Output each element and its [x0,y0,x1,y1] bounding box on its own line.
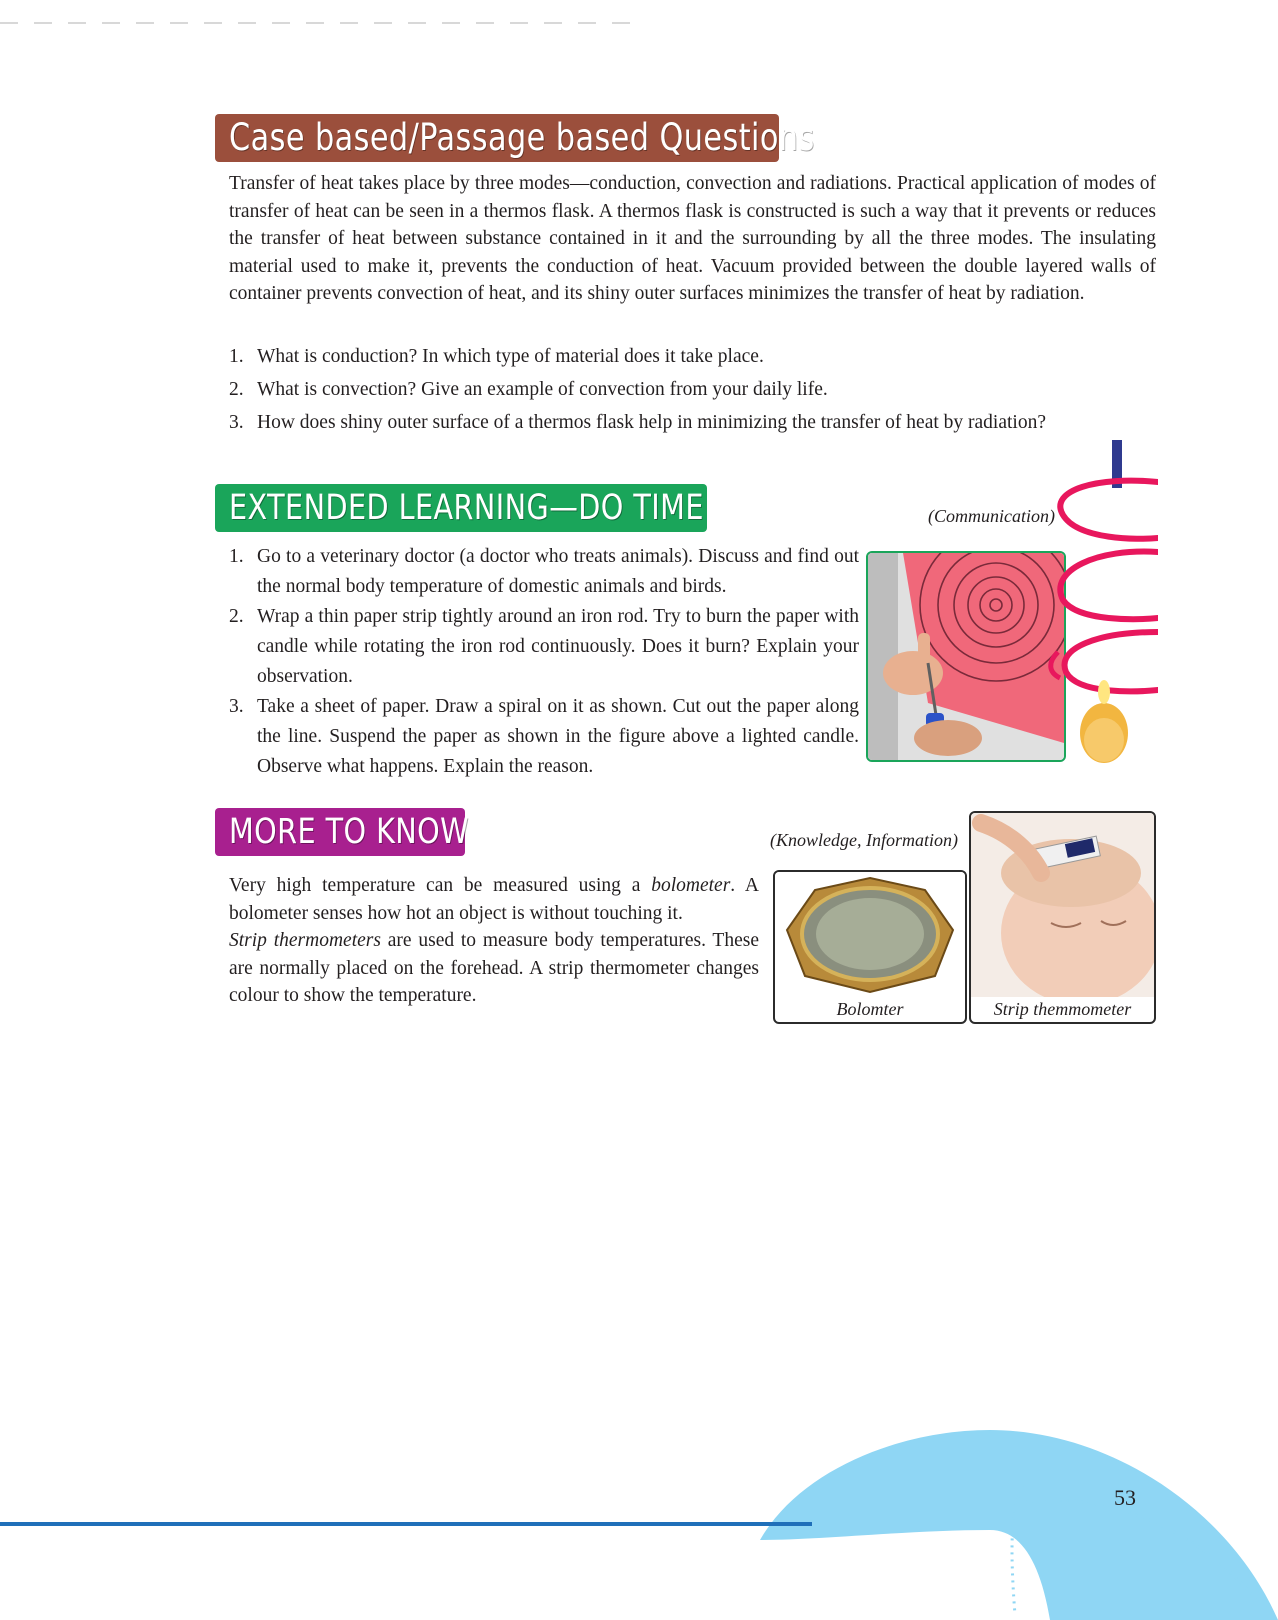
spiral-decoration [1018,440,1158,770]
strip-thermometer-photo [969,811,1156,1024]
page-number: 53 [1114,1485,1136,1510]
list-item: 2. What is convection? Give an example of convection from your daily life. [229,379,828,400]
footer-rule [0,1522,812,1526]
more-to-know-title: MORE TO KNOW [229,812,469,852]
footer-wave-decoration [760,1430,1278,1620]
list-item: 1. What is conduction? In which type of material does it take place. [229,346,764,367]
case-passage: Transfer of heat takes place by three modes—conduction, convection and radiations. Practical application of modes of transfer of heat can be seen in a thermos flask. A thermos flask is constructed is such a way that it prevents or reduces the transfer of heat between substance contained in it and the surrounding by all the three modes. The insulating material used to make it, prevents the conduction of heat. Vacuum provided between the double layered walls of container prevents convection of heat, and its shiny outer surfaces minimizes the transfer of heat by radiation. [229,173,1156,304]
extended-learning-banner [215,484,707,532]
top-dashed-rule [0,22,640,24]
extended-learning-title: EXTENDED LEARNING—DO TIME [229,488,704,528]
strip-thermometer-illustration [971,813,1154,997]
extended-activities-list [229,542,859,782]
bolometer-caption: Bolomter [836,999,904,1019]
bolometer-photo [773,870,967,1024]
knowledge-tag: (Knowledge, Information) [770,830,958,850]
case-questions-list [229,340,1169,439]
communication-tag: (Communication) [928,506,1055,526]
case-based-banner [215,114,815,162]
list-item: 3. How does shiny outer surface of a thermos flask help in minimizing the transfer of heat by radiation? [229,412,1046,433]
list-item: 2. Wrap a thin paper strip tightly around an iron rod. Try to burn the paper with candle while rotating the iron rod continuously. Does it burn? Explain your observation. [229,606,859,687]
more-to-know-text: Very high temperature can be measured using a bolometer. A bolometer senses how hot an object is without touching it. Strip thermometers are used to measure body temperatures. These are normally placed on the forehead. A strip thermometer changes colour to show the temperature. [229,875,759,1006]
more-to-know-banner [215,808,469,856]
list-item: 1. Go to a veterinary doctor (a doctor who treats animals). Discuss and find out the normal body temperature of domestic animals and birds. [229,546,859,597]
case-based-title: Case based/Passage based Questions [229,116,815,159]
bolometer-illustration [775,872,965,998]
strip-thermometer-caption: Strip themmometer [993,999,1132,1019]
list-item: 3. Take a sheet of paper. Draw a spiral on it as shown. Cut out the paper along the line. Suspend the paper as shown in the figure above a lighted candle. Observe what happens. Explain the reason. [229,696,859,777]
